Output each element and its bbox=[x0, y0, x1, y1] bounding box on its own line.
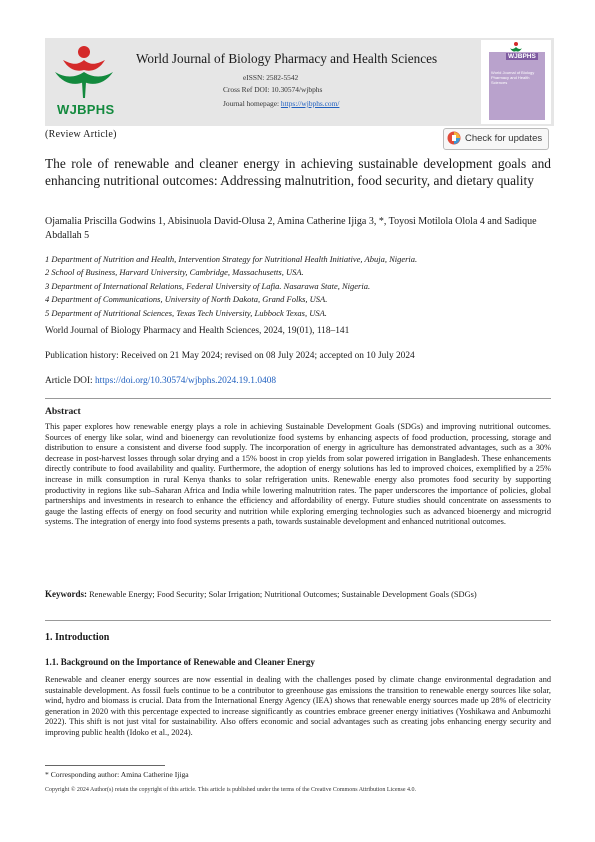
journal-logo bbox=[49, 42, 119, 122]
section-heading: 1. Introduction bbox=[45, 632, 110, 643]
journal-cover bbox=[481, 40, 551, 124]
journal-name: World Journal of Biology Pharmacy and Health Sciences bbox=[136, 51, 438, 66]
section-body: Renewable and cleaner energy sources are now essential in dealing with the challenges posed by climate change environmental degradation and sustainable development. As fossil fuels continue to be a contributor to greenhouse gas emissions the transition to renewable energy sources like solar, wind, hydro and biomass is crucial. Data from the International Energy Agency (IEA) shows that renewable energy sources made up 28% of electricity generation in 2020 with this percentage expected to increase significantly as countries embrace greener energy initiatives (Yoshikawa and Anbumozhi 2022). This shift is not just vital for sustainability. Also offers economic and social advantages such as creating jobs enhancing energy security and improving public health (Idoko et al., 2024). bbox=[45, 675, 551, 737]
keywords bbox=[45, 589, 551, 601]
corresponding-author: * Corresponding author: Amina Catherine Ijiga bbox=[45, 770, 189, 779]
affiliation-4: 4 Department of Communications, University of North Dakota, Grand Folks, USA. bbox=[45, 294, 328, 305]
check-for-updates-button[interactable] bbox=[443, 128, 549, 150]
abstract-heading: Abstract bbox=[45, 406, 81, 417]
publication-history: Publication history: Received on 21 May 2024; revised on 08 July 2024; accepted on 10 July 2024 bbox=[45, 351, 415, 361]
article-doi bbox=[45, 376, 276, 386]
affiliation-5: 5 Department of Nutritional Sciences, Texas Tech University, Lubbock Texas, USA. bbox=[45, 307, 327, 318]
journal-banner bbox=[45, 38, 554, 126]
journal-homepage bbox=[223, 99, 339, 108]
cover-image bbox=[489, 52, 545, 120]
doi-link[interactable]: https://doi.org/10.30574/wjbphs.2024.19.1.0408 bbox=[94, 376, 277, 386]
logo-text: WJBPHS bbox=[57, 102, 115, 117]
crossref-doi: Cross Ref DOI: 10.30574/wjbphs bbox=[223, 85, 323, 94]
affiliations bbox=[45, 253, 551, 320]
homepage-link[interactable]: https://wjbphs.com/ bbox=[280, 99, 340, 108]
keywords-label: Keywords: bbox=[45, 589, 87, 599]
homepage-label: Journal homepage: bbox=[223, 99, 281, 108]
citation: World Journal of Biology Pharmacy and Health Sciences, 2024, 19(01), 118–141 bbox=[45, 326, 350, 336]
keywords-list: Renewable Energy; Food Security; Solar Irrigation; Nutritional Outcomes; Sustainable Development Goals (SDGs) bbox=[87, 590, 477, 599]
article-type: (Review Article) bbox=[45, 129, 117, 140]
doi-label: Article DOI: bbox=[45, 376, 95, 386]
check-for-updates-label: Check for updates bbox=[465, 133, 543, 144]
affiliation-1: 1 Department of Nutrition and Health, Intervention Strategy for Nutritional Health Initiative, Abuja, Nigeria. bbox=[45, 254, 418, 264]
copyright: Copyright © 2024 Author(s) retain the copyright of this article. This article is published under the terms of the Creative Commons Attribution License 4.0. bbox=[45, 787, 417, 793]
article-title: The role of renewable and cleaner energy in achieving sustainable development goals and enhancing nutritional outcomes: Addressing malnutrition, food security, and dietary quality bbox=[45, 156, 551, 188]
logo-flower-icon bbox=[49, 42, 119, 102]
crossmark-icon bbox=[447, 131, 461, 145]
cover-badge: WJBPHS bbox=[508, 53, 536, 60]
affiliation-3: 3 Department of International Relations, Federal University of Lafia. Nasarawa State, Nigeria. bbox=[45, 280, 371, 291]
authors: Ojamalia Priscilla Godwins 1, Abisinuola David-Olusa 2, Amina Catherine Ijiga 3, *, Toyosi Motilola Olola 4 and Sadique Abdallah 5 bbox=[45, 216, 537, 241]
divider bbox=[45, 620, 551, 621]
abstract-body: This paper explores how renewable energy plays a role in achieving Sustainable Development Goals (SDGs) and improving nutritional outcomes. Sources of energy like solar, wind and bioenergy can revolutionize food systems by enhancing aspects of food production, processing, storage and distribution to ensure a consistent and diverse food supply. The incorporation of energy in agriculture has demonstrated advantages, such as a 30% decrease in post-harvest losses through solar drying and a 15% boost in crop yields from solar powered irrigation in Bangladesh. These enhancements directly contribute to food availability and quality. Furthermore, the adoption of energy solutions has led to improved choices, exemplified by a 25% increase in milk consumption in rural Kenya thanks to solar refrigeration units. Renewable energy also promotes food security by supporting productivity in regions like sub–Saharan Africa and India while lowering malnutrition rates. The paper underscores the importance of policies, global partnerships and investments in research to enhance the efficiency and affordability of energy. Future studies should concentrate on assessments to gauge the lasting effects of energy on food security and nutrition while exploring emerging technologies such as advanced bioenergy and microgrid systems. The integration of energy into food systems presents a path, towards sustainable development and enhanced nutritional outcomes. bbox=[45, 422, 551, 527]
footnote-rule bbox=[45, 765, 165, 766]
subsection-heading: 1.1. Background on the Importance of Renewable and Cleaner Energy bbox=[45, 657, 315, 667]
divider bbox=[45, 398, 551, 399]
cover-title: World Journal of Biology Pharmacy and Health Sciences bbox=[491, 70, 535, 85]
affiliation-2: 2 School of Business, Harvard University, Cambridge, Massachusetts, USA. bbox=[45, 267, 304, 278]
eissn: eISSN: 2582-5542 bbox=[243, 73, 299, 82]
